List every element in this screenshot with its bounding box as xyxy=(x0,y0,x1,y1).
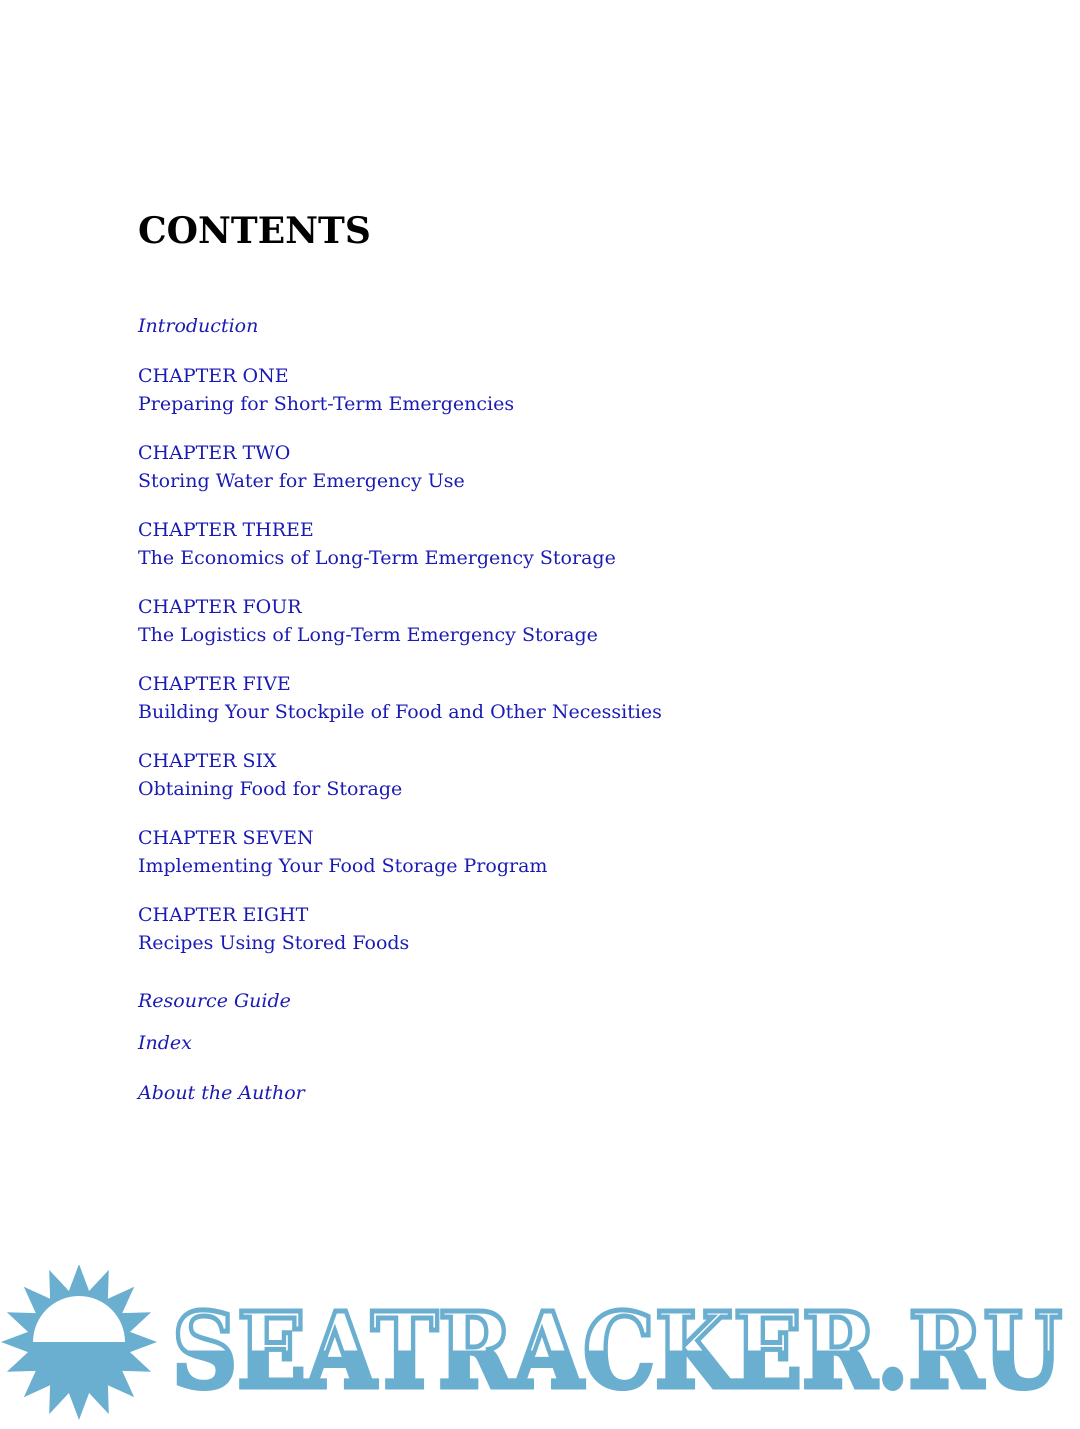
chapter-title: The Economics of Long-Term Emergency Storage xyxy=(138,547,616,569)
chapter-title: Implementing Your Food Storage Program xyxy=(138,855,548,877)
toc-link-chapter-eight[interactable] xyxy=(138,901,409,957)
toc-link-chapter-five[interactable] xyxy=(138,670,662,726)
toc-link-chapter-seven[interactable] xyxy=(138,824,547,880)
chapter-title: The Logistics of Long-Term Emergency Storage xyxy=(138,624,598,646)
toc-link-chapter-three[interactable] xyxy=(138,516,616,572)
toc-link-chapter-six[interactable] xyxy=(138,747,402,803)
toc-link-chapter-two[interactable] xyxy=(138,439,465,495)
toc-link-about-the-author[interactable]: About the Author xyxy=(138,1082,305,1104)
chapter-title: Building Your Stockpile of Food and Other Necessities xyxy=(138,701,662,723)
toc-link-resource-guide[interactable]: Resource Guide xyxy=(138,990,291,1012)
chapter-title: Preparing for Short-Term Emergencies xyxy=(138,393,515,415)
chapter-number: CHAPTER ONE xyxy=(138,365,289,387)
chapter-number: CHAPTER THREE xyxy=(138,519,314,541)
chapter-number: CHAPTER EIGHT xyxy=(138,904,309,926)
toc-link-chapter-one[interactable] xyxy=(138,362,514,418)
chapter-number: CHAPTER FOUR xyxy=(138,596,302,618)
toc-link-chapter-four[interactable] xyxy=(138,593,598,649)
chapter-number: CHAPTER FIVE xyxy=(138,673,291,695)
chapter-title: Storing Water for Emergency Use xyxy=(138,470,465,492)
watermark-graphic xyxy=(0,1265,1080,1425)
chapter-title: Recipes Using Stored Foods xyxy=(138,932,410,954)
chapter-number: CHAPTER TWO xyxy=(138,442,291,464)
watermark xyxy=(0,1265,1080,1425)
page-title: CONTENTS xyxy=(138,210,371,252)
chapter-number: CHAPTER SEVEN xyxy=(138,827,314,849)
toc-link-index[interactable]: Index xyxy=(138,1032,192,1054)
toc-link-introduction[interactable]: Introduction xyxy=(138,315,259,337)
watermark-text: SEATRACKER.RU xyxy=(172,1289,1062,1412)
sun-icon xyxy=(1,1265,157,1420)
chapter-title: Obtaining Food for Storage xyxy=(138,778,403,800)
chapter-number: CHAPTER SIX xyxy=(138,750,277,772)
